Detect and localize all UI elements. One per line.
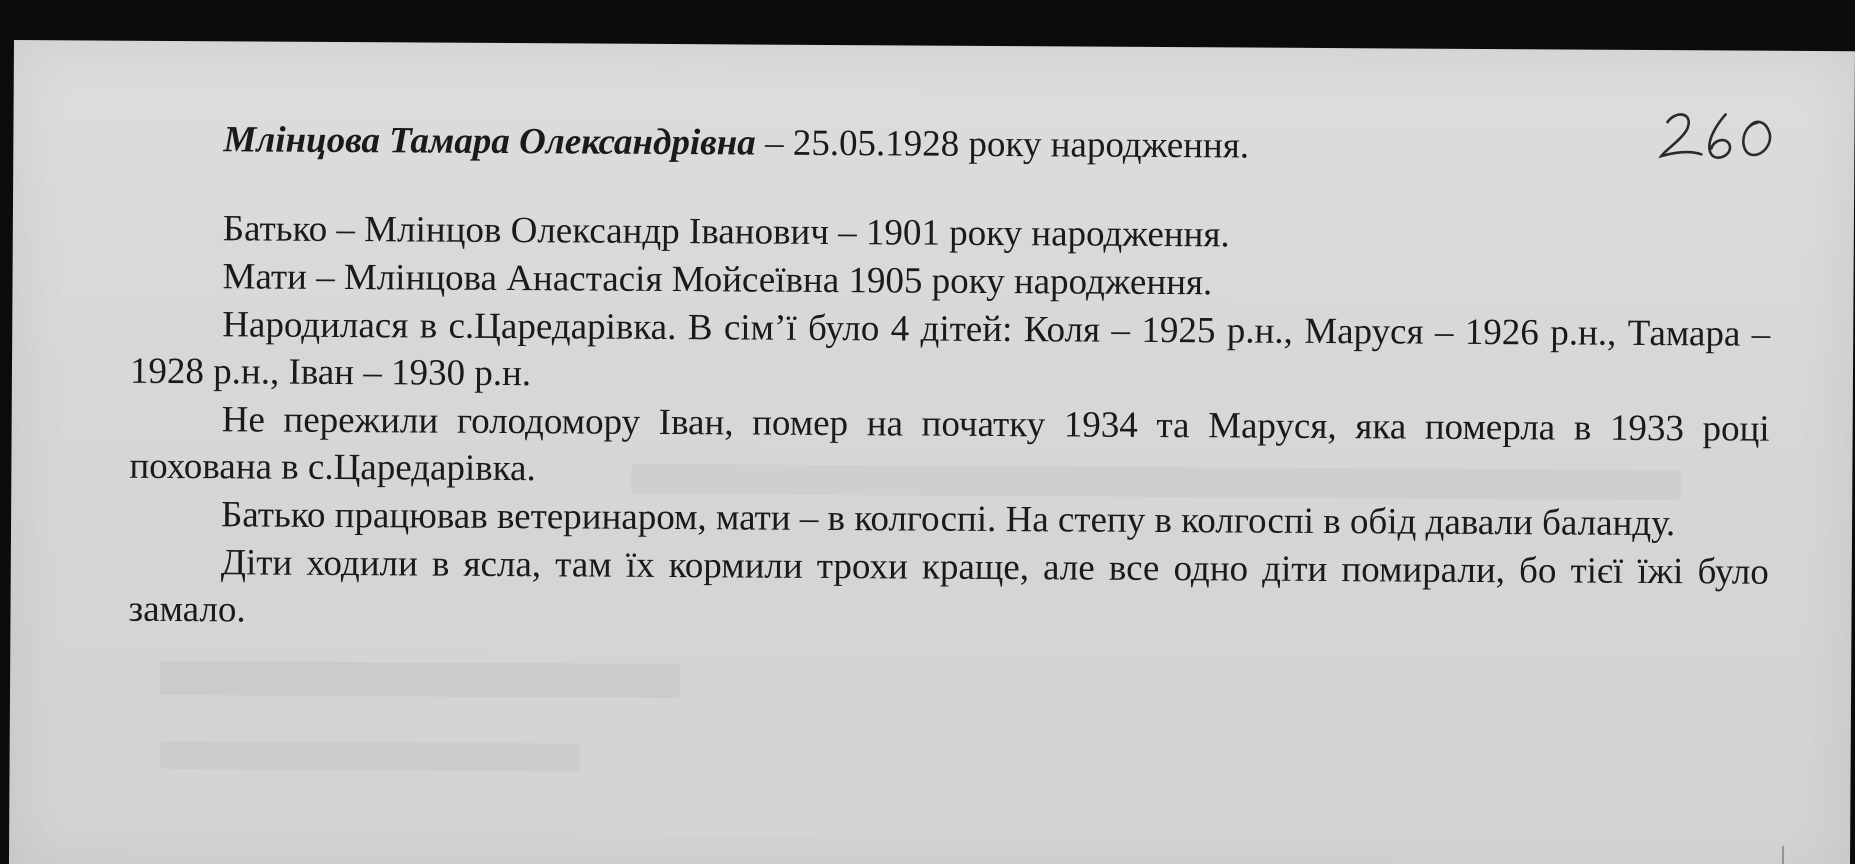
document-heading xyxy=(131,116,1771,173)
paragraph-mother: Мати – Млінцова Анастасія Мойсеївна 1905 року народження. xyxy=(222,256,1213,304)
paragraph-birthplace: Народилася в с.Царедарівка. В сім’ї було 4 дітей: Коля – 1925 р.н., Маруся – 1926 р.н., Тамара – 1928 р.н., Іван – 1930 р.н. xyxy=(129,304,1771,395)
bleed-through-mark xyxy=(160,661,680,698)
bleed-through-mark xyxy=(160,741,580,772)
handwritten-page-number xyxy=(1653,100,1783,171)
paragraph-work: Батько працював ветеринаром, мати – в колгоспі. На степу в колгоспі в обід давали баланду. xyxy=(220,494,1676,545)
heading-birth-date: – 25.05.1928 року народження. xyxy=(755,122,1250,167)
paragraph-father: Батько – Млінцов Олександр Іванович – 1901 року народження. xyxy=(222,208,1230,256)
paragraph-deaths: Не пережили голодомору Іван, помер на початку 1934 та Маруся, яка померла в 1933 році похована в с.Царедарівка. xyxy=(129,399,1770,490)
heading-person-name: Млінцова Тамара Олександрівна xyxy=(223,119,756,164)
document-body xyxy=(128,116,1771,644)
paragraph-children: Діти ходили в ясла, там їх кормили трохи краще, але все одно діти помирали, бо тієї їжі було замало. xyxy=(128,542,1769,631)
paper-sheet xyxy=(9,40,1855,864)
paper-crease xyxy=(1782,846,1784,864)
